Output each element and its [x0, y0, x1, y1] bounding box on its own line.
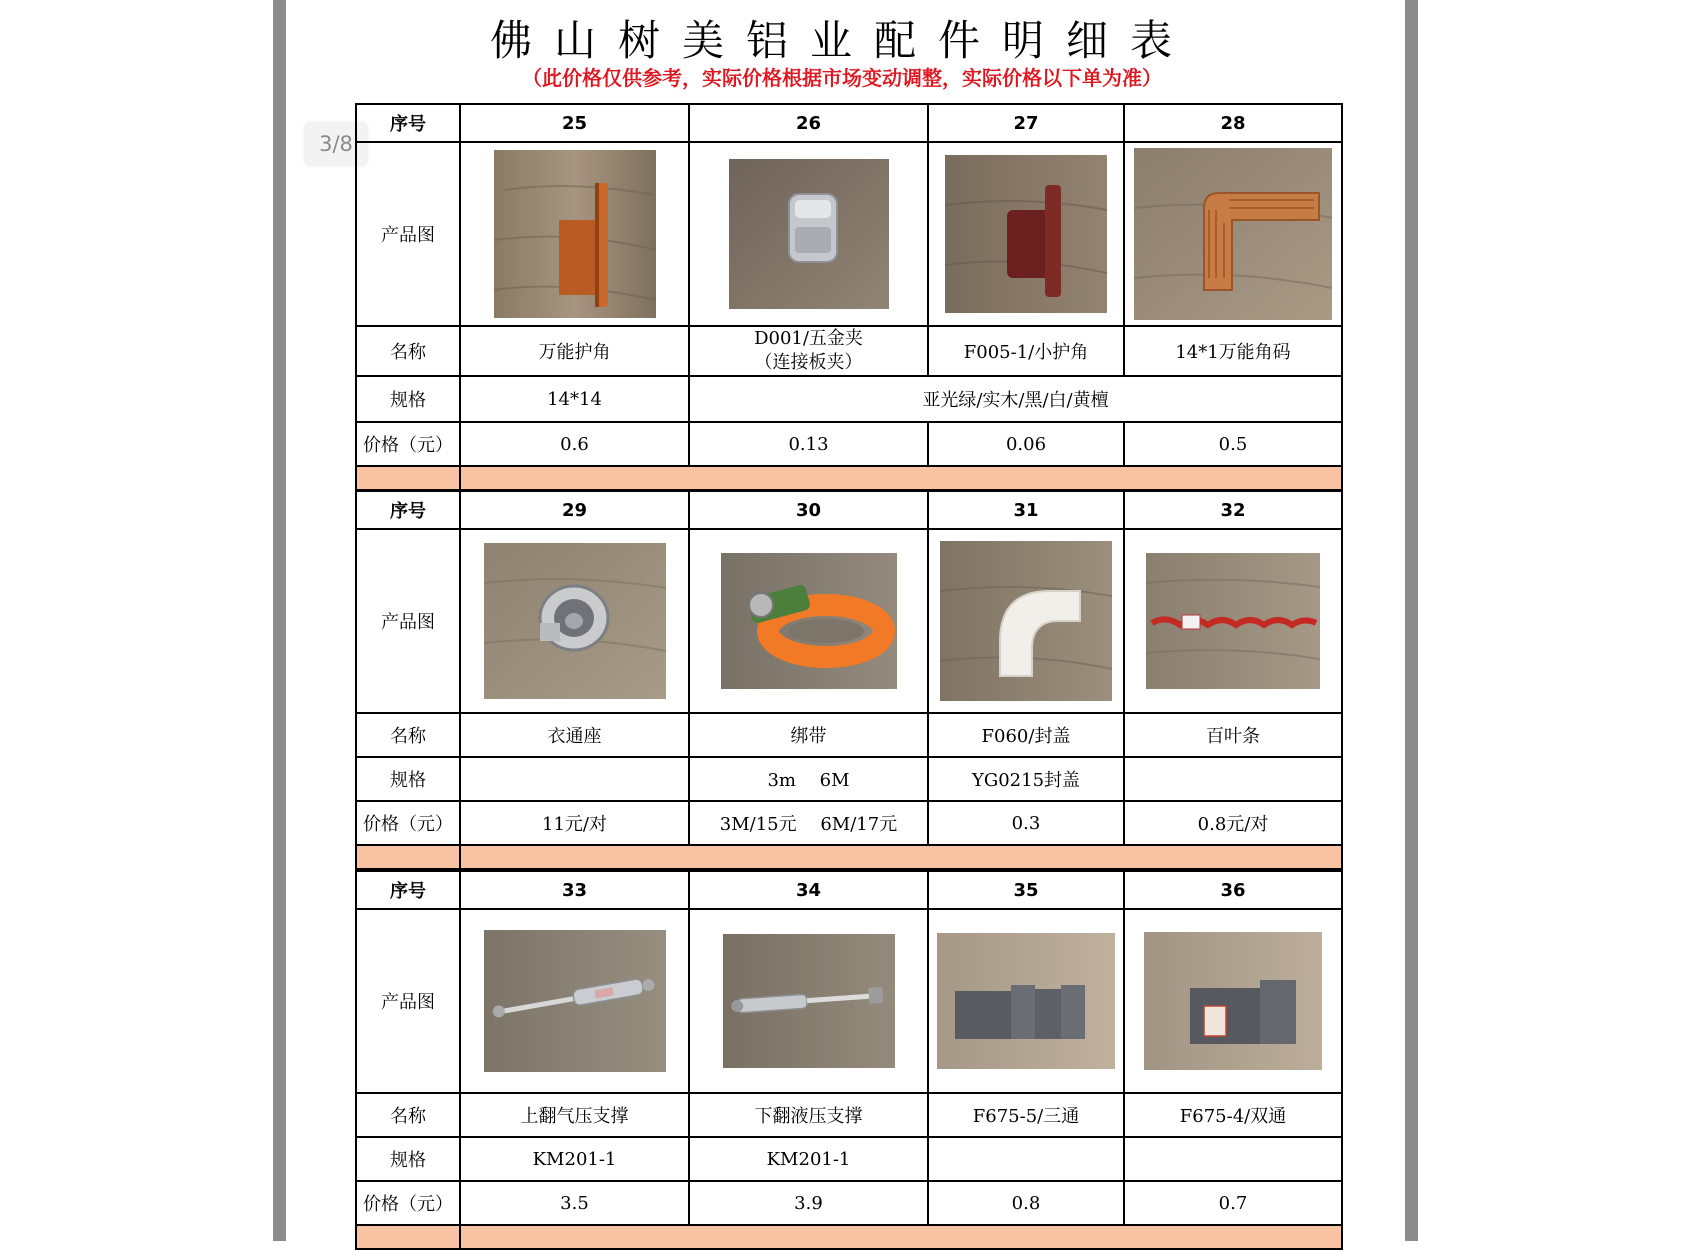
product-name: 14*1万能角码 [1124, 326, 1342, 376]
product-price: 0.6 [460, 422, 689, 466]
page-indicator[interactable]: 3/8 [304, 122, 368, 166]
product-name: F060/封盖 [928, 713, 1124, 757]
left-frame-bar [273, 0, 286, 1241]
product-spec: YG0215封盖 [928, 757, 1124, 801]
product-image-cell [689, 529, 928, 713]
price-disclaimer: （此价格仅供参考，实际价格根据市场变动调整，实际价格以下单为准） [522, 66, 1162, 90]
product-price: 3.9 [689, 1181, 928, 1225]
product-price: 3.5 [460, 1181, 689, 1225]
name-label: 名称 [356, 713, 460, 757]
product-spec [1124, 757, 1342, 801]
serial-number: 28 [1124, 104, 1342, 142]
serial-row [356, 871, 1342, 909]
image-row [356, 909, 1342, 1093]
product-price: 0.8元/对 [1124, 801, 1342, 845]
product-table [355, 103, 1343, 491]
serial-number: 26 [689, 104, 928, 142]
product-price: 0.8 [928, 1181, 1124, 1225]
spec-label: 规格 [356, 757, 460, 801]
image-row [356, 529, 1342, 713]
price-row [356, 422, 1342, 466]
spec-row [356, 376, 1342, 422]
spec-row [356, 1137, 1342, 1181]
serial-number: 36 [1124, 871, 1342, 909]
product-image-cell [928, 909, 1124, 1093]
corner-connector-photo [1134, 148, 1332, 320]
product-name: F675-5/三通 [928, 1093, 1124, 1137]
serial-number: 27 [928, 104, 1124, 142]
ratchet-strap-photo [721, 553, 897, 689]
name-label: 名称 [356, 1093, 460, 1137]
hardware-clip-photo [729, 159, 889, 309]
serial-number: 29 [460, 491, 689, 529]
product-name: F005-1/小护角 [928, 326, 1124, 376]
right-frame-bar [1405, 0, 1418, 1241]
product-name: 上翻气压支撑 [460, 1093, 689, 1137]
product-table [355, 870, 1343, 1250]
serial-number: 25 [460, 104, 689, 142]
product-spec: 3m 6M [689, 757, 928, 801]
serial-number: 32 [1124, 491, 1342, 529]
two-way-connector-photo [1144, 932, 1322, 1070]
image-label: 产品图 [356, 142, 460, 326]
product-name: F675-4/双通 [1124, 1093, 1342, 1137]
separator-row [356, 466, 1342, 490]
serial-label: 序号 [356, 491, 460, 529]
product-spec [1124, 1137, 1342, 1181]
table-block-1 [355, 103, 1335, 491]
product-spec: KM201-1 [460, 1137, 689, 1181]
serial-number: 31 [928, 491, 1124, 529]
image-label: 产品图 [356, 909, 460, 1093]
table-block-2 [355, 490, 1335, 870]
serial-number: 34 [689, 871, 928, 909]
three-way-connector-photo [937, 933, 1115, 1069]
price-row [356, 801, 1342, 845]
product-name [689, 326, 928, 376]
product-table [355, 490, 1343, 870]
product-name: 下翻液压支撑 [689, 1093, 928, 1137]
spec-row [356, 757, 1342, 801]
name-row [356, 713, 1342, 757]
product-name: 绑带 [689, 713, 928, 757]
gas-strut-photo [484, 930, 666, 1072]
product-image-cell [460, 529, 689, 713]
image-row [356, 142, 1342, 326]
product-image-cell [460, 909, 689, 1093]
product-spec-merged: 亚光绿/实木/黑/白/黄檀 [689, 376, 1342, 422]
page-title: 佛山树美铝业配件明细表 [489, 16, 1194, 65]
product-price: 0.7 [1124, 1181, 1342, 1225]
product-image-cell [1124, 142, 1342, 326]
product-image-cell [689, 142, 928, 326]
price-label: 价格（元） [356, 422, 460, 466]
product-price: 0.13 [689, 422, 928, 466]
product-spec: 14*14 [460, 376, 689, 422]
serial-row [356, 491, 1342, 529]
price-row [356, 1181, 1342, 1225]
product-price: 0.06 [928, 422, 1124, 466]
end-cap-photo [940, 541, 1112, 701]
price-label: 价格（元） [356, 1181, 460, 1225]
product-image-cell [689, 909, 928, 1093]
product-name-line: D001/五金夹 [754, 328, 863, 349]
hydraulic-support-photo [723, 934, 895, 1068]
table-block-3 [355, 870, 1335, 1250]
serial-number: 30 [689, 491, 928, 529]
name-row [356, 326, 1342, 376]
serial-label: 序号 [356, 871, 460, 909]
spec-label: 规格 [356, 1137, 460, 1181]
small-corner-guard-photo [945, 155, 1107, 313]
product-spec [460, 757, 689, 801]
separator-row [356, 1225, 1342, 1249]
price-label: 价格（元） [356, 801, 460, 845]
product-image-cell [1124, 529, 1342, 713]
rod-holder-photo [484, 543, 666, 699]
product-spec: KM201-1 [689, 1137, 928, 1181]
product-name: 百叶条 [1124, 713, 1342, 757]
corner-guard-photo [494, 150, 656, 318]
name-row [356, 1093, 1342, 1137]
product-image-cell [460, 142, 689, 326]
image-label: 产品图 [356, 529, 460, 713]
spec-label: 规格 [356, 376, 460, 422]
product-name-line: （连接板夹） [754, 352, 863, 373]
separator-row [356, 845, 1342, 869]
product-name: 万能护角 [460, 326, 689, 376]
product-image-cell [928, 529, 1124, 713]
serial-row [356, 104, 1342, 142]
product-price: 3M/15元 6M/17元 [689, 801, 928, 845]
product-price: 0.5 [1124, 422, 1342, 466]
product-price: 0.3 [928, 801, 1124, 845]
louver-strip-photo [1146, 553, 1320, 689]
product-price: 11元/对 [460, 801, 689, 845]
name-label: 名称 [356, 326, 460, 376]
product-image-cell [1124, 909, 1342, 1093]
serial-number: 35 [928, 871, 1124, 909]
product-spec [928, 1137, 1124, 1181]
serial-number: 33 [460, 871, 689, 909]
product-name: 衣通座 [460, 713, 689, 757]
serial-label: 序号 [356, 104, 460, 142]
product-image-cell [928, 142, 1124, 326]
